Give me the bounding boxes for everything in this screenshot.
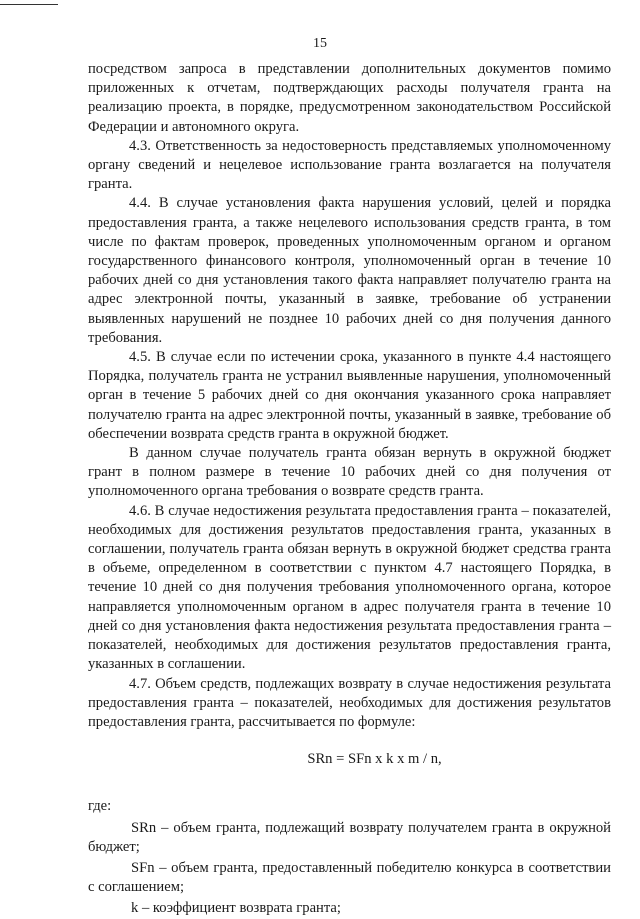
- paragraph-4-7: 4.7. Объем средств, подлежащих возврату в случае недостижения результата предоставления гранта – показателей, необходимых для достижения результатов предоставления гранта, рассчитывается по формуле:: [88, 675, 611, 730]
- paragraph-continuation: посредством запроса в представлении дополнительных документов помимо приложенных к отчетам, подтверждающих расходы получателя гранта на реализацию проекта, в порядке, предусмотренном законодательством Российской Федерации и автономного округа.: [88, 61, 611, 135]
- document-body: [88, 60, 611, 919]
- page-number: 15: [313, 36, 327, 51]
- definition-sfn: SFn – объем гранта, предоставленный победителю конкурса в соответствии с соглашением;: [88, 859, 611, 896]
- paragraph-4-5-return: В данном случае получатель гранта обязан вернуть в окружной бюджет грант в полном размере в течение 10 рабочих дней со дня получения от уполномоченного органа требования о возврате средств гранта.: [88, 445, 611, 500]
- definition-k: k – коэффициент возврата гранта;: [131, 900, 341, 917]
- paragraph-4-3: 4.3. Ответственность за недостоверность представляемых уполномоченному органу сведений и нецелевое использование гранта возлагается на получателя гранта.: [88, 137, 611, 193]
- top-left-rule: [0, 4, 58, 5]
- formula: SRn = SFn x k x m / n,: [307, 751, 442, 768]
- definition-srn: SRn – объем гранта, подлежащий возврату получателем гранта в окружной бюджет;: [88, 819, 611, 855]
- paragraph-4-4: 4.4. В случае установления факта нарушения условий, целей и порядка предоставления гранта, а также нецелевого использования средств гранта, в том числе по фактам проверок, проведенных уполномоченным органом и органом государственного финансового контроля, уполномоченный орган в течение 10 рабочих дней со дня установления такого факта направляет получателю гранта на адрес электронной почты, указанный в заявке, требование об устранении выявленных нарушений не позднее 10 рабочих дней со дня получения данного требования.: [88, 195, 611, 346]
- paragraph-4-5: 4.5. В случае если по истечении срока, указанного в пункте 4.4 настоящего Порядка, получатель гранта не устранил выявленные нарушения, уполномоченный орган в течение 5 рабочих дней со дня окончания указанного срока направляет получателю гранта на адрес электронной почты, указанный в заявке, требование об обеспечении возврата средств гранта в окружной бюджет.: [88, 349, 611, 442]
- paragraph-4-6: 4.6. В случае недостижения результата предоставления гранта – показателей, необходимых для достижения результатов предоставления гранта, указанных в соглашении, получатель гранта обязан вернуть в окружной бюджет средства гранта в объеме, определенном в соответствии с пунктом 4.7 настоящего Порядка, в течение 10 дней со дня получения требования уполномоченного органа, которое направляется уполномоченным органом в адрес получателя гранта в течение 10 дней со дня установления факта недостижения результата предоставления гранта – показателей, необходимых для достижения результатов предоставления гранта, указанных в соглашении.: [88, 502, 611, 673]
- where-label: где:: [88, 798, 112, 815]
